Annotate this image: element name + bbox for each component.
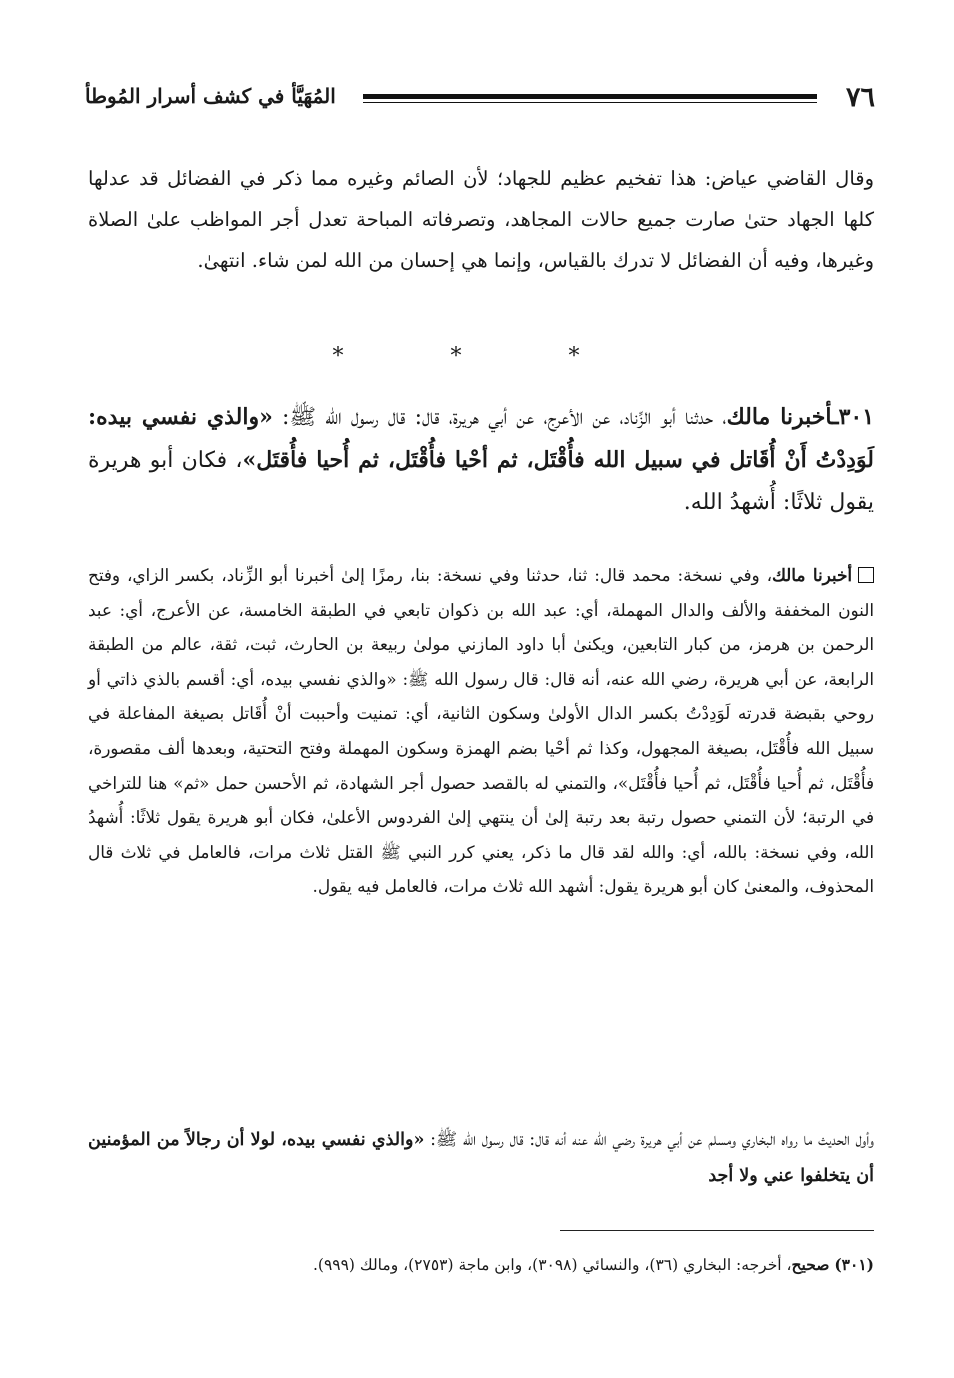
footnote-text: ، أخرجه: البخاري (٣٦)، والنسائي (٣٠٩٨)، وابن ماجة (٢٧٥٣)، ومالك (٩٩٩). bbox=[312, 1256, 792, 1274]
hadith-matn: «والذي نفسي بيده: لَوَدِدْتُ أَنْ أُقَاتل في سبيل الله فأُقْتَل، ثم أحْيا فأُقْتَل، ثم أُحيا فأُقتَل» bbox=[88, 404, 875, 473]
running-header bbox=[85, 82, 875, 118]
footnote-grade: صحيح bbox=[791, 1255, 830, 1274]
footnote-number: (٣٠١) bbox=[834, 1255, 874, 1274]
footnote bbox=[88, 1252, 874, 1278]
intro-paragraph: وقال القاضي عياض: هذا تفخيم عظيم للجهاد؛ لأن الصائم وغيره مما ذكر في الفضائل قد عدلها كلها الجهاد حتىٰ صارت جميع حالات المجاهد، وتصرفاته المباحة تعدل أجر المواظب علىٰ الصلاة وغيرها، وفيه أن الفضائل لا تدرك بالقياس، وإنما هي إحسان من الله لمن شاء. انتهىٰ. bbox=[88, 167, 874, 272]
commentary-lead: أخبرنا مالك bbox=[772, 565, 852, 585]
book-title: المُهَيَّأ في كشف أسرار المُوطأ bbox=[85, 84, 336, 108]
header-rule-thin bbox=[363, 102, 817, 103]
commentary-paragraph bbox=[88, 558, 874, 904]
closing-bold: «والذي نفسي بيده، لولا أن رجالاً من المؤمنين أن يتخلفوا عني ولا أجد bbox=[88, 1130, 874, 1186]
square-box-icon bbox=[858, 567, 874, 583]
closing-paragraph bbox=[88, 1122, 874, 1194]
commentary-text: ، وفي نسخة: محمد قال: ثنا، حدثنا وفي نسخة: بنا، رمزًا إلىٰ أخبرنا أبو الزِّناد، بكسر الزاي، وفتح النون المخففة والألف والدال المهملة، أي: عبد الله بن ذكوان تابعي في الطبقة الخامسة، عن الأعرج، أي: عبد الرحمن بن هرمز، من كبار التابعين، ويكنىٰ أبا داود المازني مولىٰ ربيعة بن الحارث، ثبت، ثقة، عالم من الطبقة الرابعة، عن أبي هريرة، رضي الله عنه، أنه قال: قال رسول الله ﷺ: «والذي نفسي بيده، أي: أقسم بالذي ذاتي أو روحي بقبضة قدرته لَوَدِدْتُ بكسر الدال الأولىٰ وسكون الثانية، أي: تمنيت وأحببت أنْ أُقَاتل بصيغة المفاعلة في سبيل الله فأُقْتَل، بصيغة المجهول، وكذا ثم أحْيا بضم الهمزة وسكون المهملة وفتح التحتية، وبعدها ألف مقصورة، فأُقْتَل، ثم أُحيا فأُقْتَل، ثم أُحيا فأُقْتَل»، والتمني له بالقصد حصول أجر الشهادة، ثم الأحسن حمل «ثم» هنا للتراخي في الرتبة؛ لأن التمني حصول رتبة بعد رتبة إلىٰ أن ينتهي إلىٰ الفردوس الأعلىٰ، فكان أبو هريرة يقول ثلاثًا: أُشهدُ الله، وفي نسخة: بالله، أي: والله لقد قال ما ذكر، يعني كرر النبي ﷺ القتل ثلاث مرات، فالعامل في ثلاث قال المحذوف، والمعنىٰ كان أبو هريرة يقول: أشهد الله ثلاث مرات، فالعامل فيه يقول. bbox=[88, 565, 874, 897]
section-separator: * * * bbox=[332, 344, 630, 369]
hadith-number: ٣٠١ـ bbox=[832, 404, 875, 430]
hadith-text bbox=[88, 396, 874, 524]
header-rule-thick bbox=[363, 94, 817, 99]
footnote-rule bbox=[560, 1230, 874, 1231]
hadith-narrator: أخبرنا مالك bbox=[726, 404, 833, 430]
hadith-isnad: ، حدثنا أبو الزِّناد، عن الأعرج، عن أبي هريرة، قال: قال رسول الله ﷺ: bbox=[272, 405, 727, 430]
hadith-ending: ، فكان أبو هريرة يقول ثلاثًا: أُشهدُ الله. bbox=[88, 448, 874, 515]
closing-text: وأول الحديث ما رواه البخاري ومسلم عن أبي هريرة رضي الله عنه أنه قال: قال رسول الله ﷺ: bbox=[424, 1130, 874, 1150]
page-number: ٧٦ bbox=[845, 82, 875, 113]
